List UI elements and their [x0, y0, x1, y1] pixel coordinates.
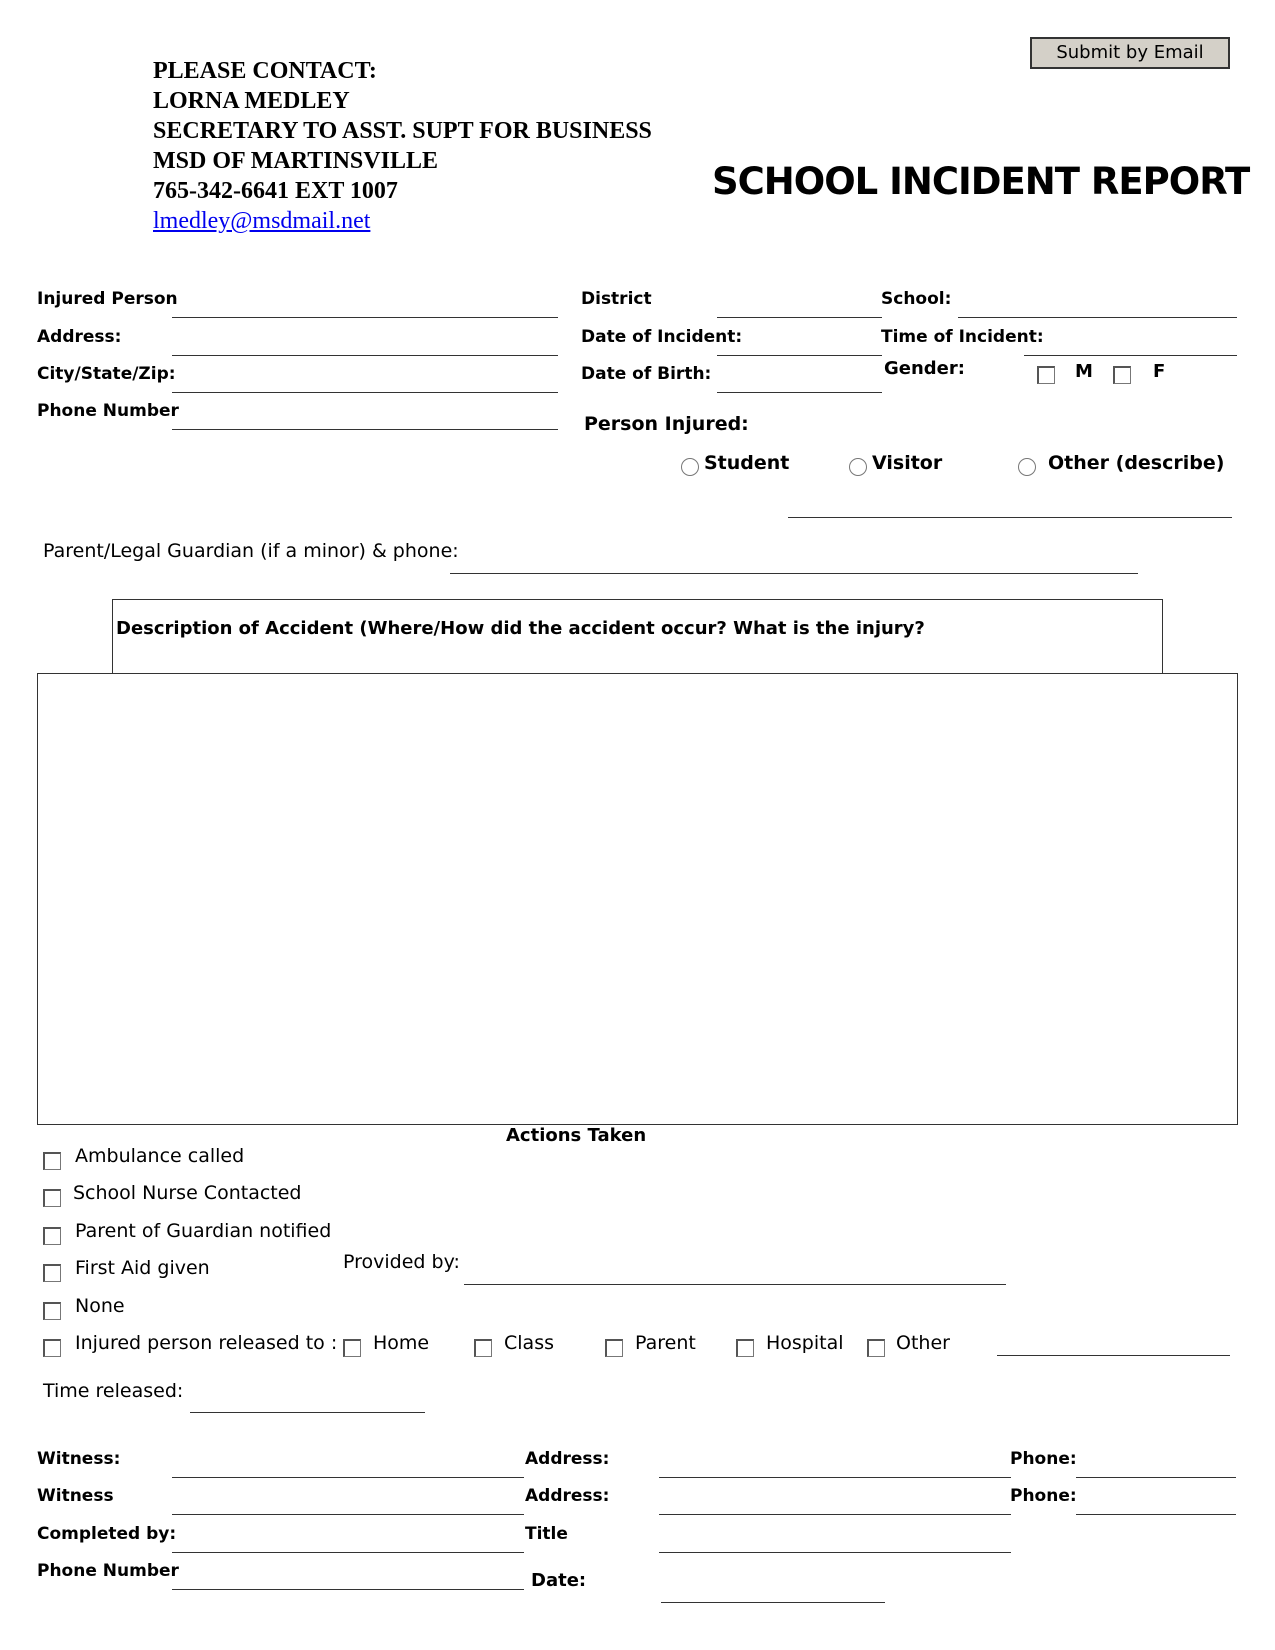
home-label: Home [373, 1332, 430, 1354]
time-incident-field[interactable] [1024, 355, 1237, 356]
provided-by-field[interactable] [464, 1284, 1006, 1285]
phone2-label: Phone: [1010, 1486, 1077, 1506]
actions-taken-title: Actions Taken [506, 1125, 647, 1146]
contact-line-5: 765-342-6641 EXT 1007 [153, 178, 398, 204]
injured-person-field[interactable] [172, 317, 558, 318]
address1-field[interactable] [659, 1477, 1011, 1478]
phone-number-field[interactable] [172, 1589, 524, 1590]
completed-by-label: Completed by: [37, 1524, 177, 1544]
ambulance-label: Ambulance called [75, 1145, 245, 1167]
gender-female-label: F [1153, 361, 1166, 382]
other-released-field[interactable] [997, 1355, 1230, 1356]
visitor-label: Visitor [872, 452, 943, 474]
date-incident-field[interactable] [717, 355, 882, 356]
hospital-label: Hospital [766, 1332, 844, 1354]
phone1-label: Phone: [1010, 1449, 1077, 1469]
none-label: None [75, 1295, 125, 1317]
class-checkbox[interactable] [474, 1339, 492, 1357]
other-checkbox[interactable] [867, 1339, 885, 1357]
phone-field[interactable] [172, 429, 558, 430]
address-field[interactable] [172, 355, 558, 356]
address-label: Address: [37, 327, 122, 347]
witness1-label: Witness: [37, 1449, 121, 1469]
district-field[interactable] [717, 317, 882, 318]
witness1-field[interactable] [172, 1477, 524, 1478]
other-describe-field[interactable] [788, 517, 1232, 518]
parent-notified-label: Parent of Guardian notified [75, 1220, 332, 1242]
district-label: District [581, 289, 652, 309]
student-radio[interactable] [681, 458, 699, 476]
gender-male-label: M [1075, 361, 1093, 382]
provided-by-label: Provided by: [343, 1251, 460, 1273]
phone-label: Phone Number [37, 401, 179, 421]
school-label: School: [881, 289, 952, 309]
completed-by-field[interactable] [172, 1552, 524, 1553]
description-label: Description of Accident (Where/How did the accident occur? What is the injury? [116, 618, 925, 639]
address2-label: Address: [525, 1486, 610, 1506]
released-to-label: Injured person released to : [75, 1332, 338, 1354]
city-label: City/State/Zip: [37, 364, 176, 384]
parent-label: Parent [635, 1332, 696, 1354]
description-textarea[interactable] [37, 673, 1238, 1125]
injured-person-label: Injured Person [37, 289, 178, 309]
ambulance-checkbox[interactable] [43, 1152, 61, 1170]
contact-line-2: LORNA MEDLEY [153, 88, 350, 114]
person-injured-label: Person Injured: [584, 413, 749, 435]
time-released-field[interactable] [190, 1412, 425, 1413]
date-field[interactable] [661, 1602, 885, 1603]
address2-field[interactable] [659, 1514, 1011, 1515]
address1-label: Address: [525, 1449, 610, 1469]
time-released-label: Time released: [43, 1380, 184, 1402]
contact-line-4: MSD OF MARTINSVILLE [153, 148, 438, 174]
nurse-checkbox[interactable] [43, 1189, 61, 1207]
witness2-field[interactable] [172, 1514, 524, 1515]
date-incident-label: Date of Incident: [581, 327, 743, 347]
other-radio[interactable] [1018, 458, 1036, 476]
parent-notified-checkbox[interactable] [43, 1227, 61, 1245]
page-title: SCHOOL INCIDENT REPORT [712, 160, 1250, 203]
time-incident-label: Time of Incident: [881, 327, 1044, 347]
parent-checkbox[interactable] [605, 1339, 623, 1357]
student-label: Student [704, 452, 790, 474]
dob-field[interactable] [717, 392, 882, 393]
contact-block [153, 56, 652, 236]
title-field[interactable] [659, 1552, 1011, 1553]
home-checkbox[interactable] [343, 1339, 361, 1357]
contact-line-3: SECRETARY TO ASST. SUPT FOR BUSINESS [153, 118, 652, 144]
parent-guardian-field[interactable] [450, 573, 1138, 574]
hospital-checkbox[interactable] [736, 1339, 754, 1357]
phone-number-label: Phone Number [37, 1561, 179, 1581]
other-label: Other [896, 1332, 950, 1354]
phone2-field[interactable] [1076, 1514, 1236, 1515]
first-aid-checkbox[interactable] [43, 1264, 61, 1282]
gender-label: Gender: [884, 358, 965, 379]
phone1-field[interactable] [1076, 1477, 1236, 1478]
title-label: Title [525, 1524, 568, 1544]
class-label: Class [504, 1332, 554, 1354]
nurse-label: School Nurse Contacted [73, 1182, 302, 1204]
school-field[interactable] [958, 317, 1237, 318]
parent-guardian-label: Parent/Legal Guardian (if a minor) & phone: [43, 540, 459, 562]
other-describe-label: Other (describe) [1048, 452, 1225, 474]
first-aid-label: First Aid given [75, 1257, 210, 1279]
city-field[interactable] [172, 392, 558, 393]
submit-by-email-button[interactable]: Submit by Email [1030, 37, 1230, 69]
visitor-radio[interactable] [849, 458, 867, 476]
gender-female-checkbox[interactable] [1113, 366, 1131, 384]
released-checkbox[interactable] [43, 1339, 61, 1357]
none-checkbox[interactable] [43, 1302, 61, 1320]
contact-line-1: PLEASE CONTACT: [153, 58, 377, 84]
dob-label: Date of Birth: [581, 364, 712, 384]
date-label: Date: [531, 1570, 587, 1591]
witness2-label: Witness [37, 1486, 114, 1506]
contact-email-link[interactable]: lmedley@msdmail.net [153, 208, 371, 234]
gender-male-checkbox[interactable] [1037, 366, 1055, 384]
